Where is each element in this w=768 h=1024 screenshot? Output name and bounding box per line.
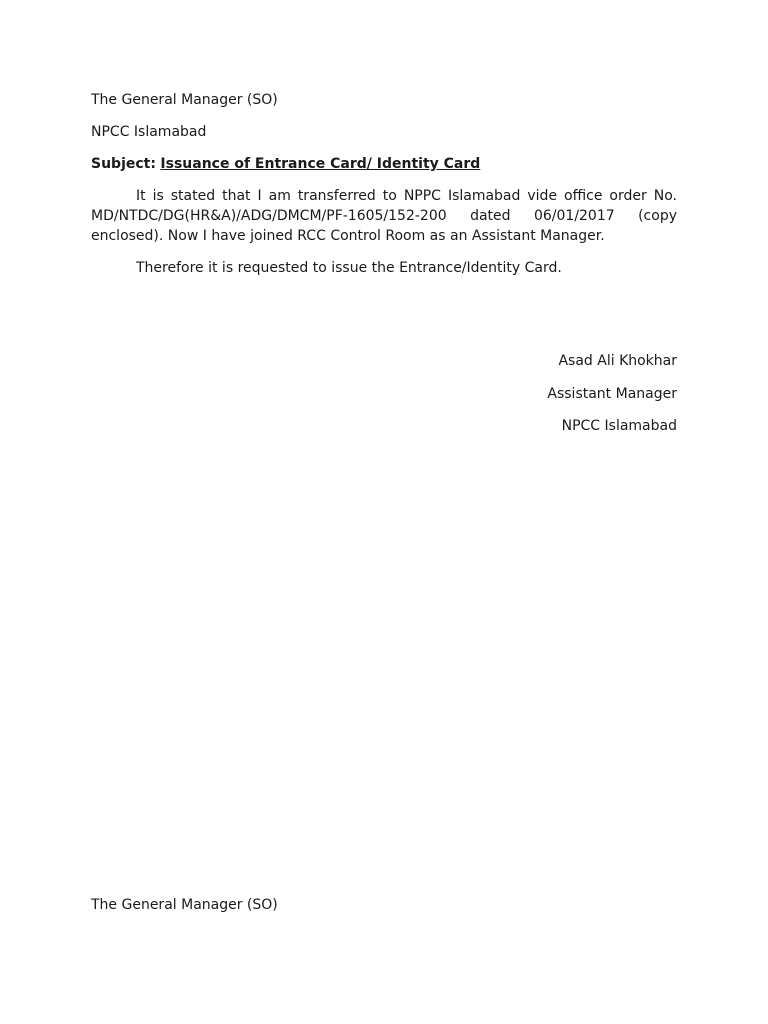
recipient-title: The General Manager (SO) [91,92,278,108]
signature-organization: NPCC Islamabad [561,418,677,434]
signature-designation: Assistant Manager [547,386,677,402]
recipient-organization: NPCC Islamabad [91,124,207,140]
signature-name: Asad Ali Khokhar [558,353,677,369]
subject-line [91,154,480,174]
subject-label: Subject: [91,156,156,172]
footer-recipient-title: The General Manager (SO) [91,897,278,913]
subject-text: Issuance of Entrance Card/ Identity Card [160,156,481,172]
body-paragraph-1: It is stated that I am transferred to NPPC Islamabad vide office order No. MD/NTDC/DG(HR&A)/ADG/DMCM/PF-1605/152-200 dated 06/01/2017 (copy enclosed). Now I have joined RCC Control Room as an Assistant Manager. [91,188,677,244]
body-paragraph-2: Therefore it is requested to issue the Entrance/Identity Card. [136,260,562,276]
